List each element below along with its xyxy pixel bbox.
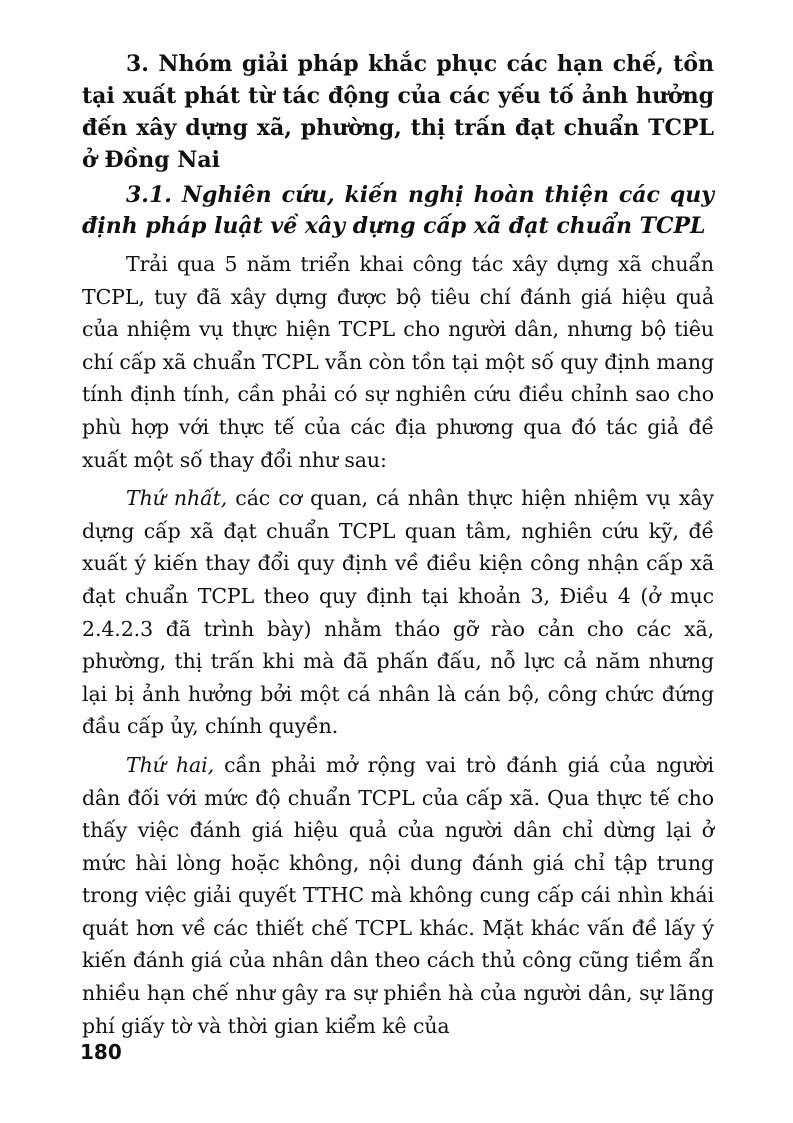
paragraph-second-lead: Thứ hai, [126, 752, 214, 777]
page-number: 180 [80, 1040, 122, 1064]
paragraph-first-lead: Thứ nhất, [126, 486, 228, 511]
page-content [82, 48, 714, 1048]
paragraph-first-point [82, 482, 714, 743]
paragraph-second-point [82, 749, 714, 1042]
paragraph-intro: Trải qua 5 năm triển khai công tác xây dựng xã chuẩn TCPL, tuy đã xây dựng được bộ tiêu chí đánh giá hiệu quả của nhiệm vụ thực hiện TCPL cho người dân, nhưng bộ tiêu chí cấp xã chuẩn TCPL vẫn còn tồn tại một số quy định mang tính định tính, cần phải có sự nghiên cứu điều chỉnh sao cho phù hợp với thực tế của các địa phương qua đó tác giả đề xuất một số thay đổi như sau: [82, 252, 714, 472]
paragraph-second-body: cần phải mở rộng vai trò đánh giá của người dân đối với mức độ chuẩn TCPL của cấp xã. Qua thực tế cho thấy việc đánh giá hiệu quả của người dân chỉ dừng lại ở mức hài lòng hoặc không, nội dung đánh giá chỉ tập trung trong việc giải quyết TTHC mà không cung cấp cái nhìn khái quát hơn về các thiết chế TCPL khác. Mặt khác vấn đề lấy ý kiến đánh giá của nhân dân theo cách thủ công cũng tiềm ẩn nhiều hạn chế như gây ra sự phiền hà của người dân, sự lãng phí giấy tờ và thời gian kiểm kê của [82, 752, 715, 1038]
paragraph-first-body: các cơ quan, cá nhân thực hiện nhiệm vụ xây dựng cấp xã đạt chuẩn TCPL quan tâm, nghiên cứu kỹ, đề xuất ý kiến thay đổi quy định về điều kiện công nhận cấp xã đạt chuẩn TCPL theo quy định tại khoản 3, Điều 4 (ở mục 2.4.2.3 đã trình bày) nhằm tháo gỡ rào cản cho các xã, phường, thị trấn khi mà đã phấn đấu, nỗ lực cả năm nhưng lại bị ảnh hưởng bởi một cá nhân là cán bộ, công chức đứng đầu cấp ủy, chính quyền. [82, 486, 714, 739]
section-heading: 3. Nhóm giải pháp khắc phục các hạn chế, tồn tại xuất phát từ tác động của các yếu tố ảnh hưởng đến xây dựng xã, phường, thị trấn đạt chuẩn TCPL ở Đồng Nai [82, 51, 714, 173]
subsection-heading: 3.1. Nghiên cứu, kiến nghị hoàn thiện các quy định pháp luật về xây dựng cấp xã đạt chuẩn TCPL [82, 182, 714, 239]
